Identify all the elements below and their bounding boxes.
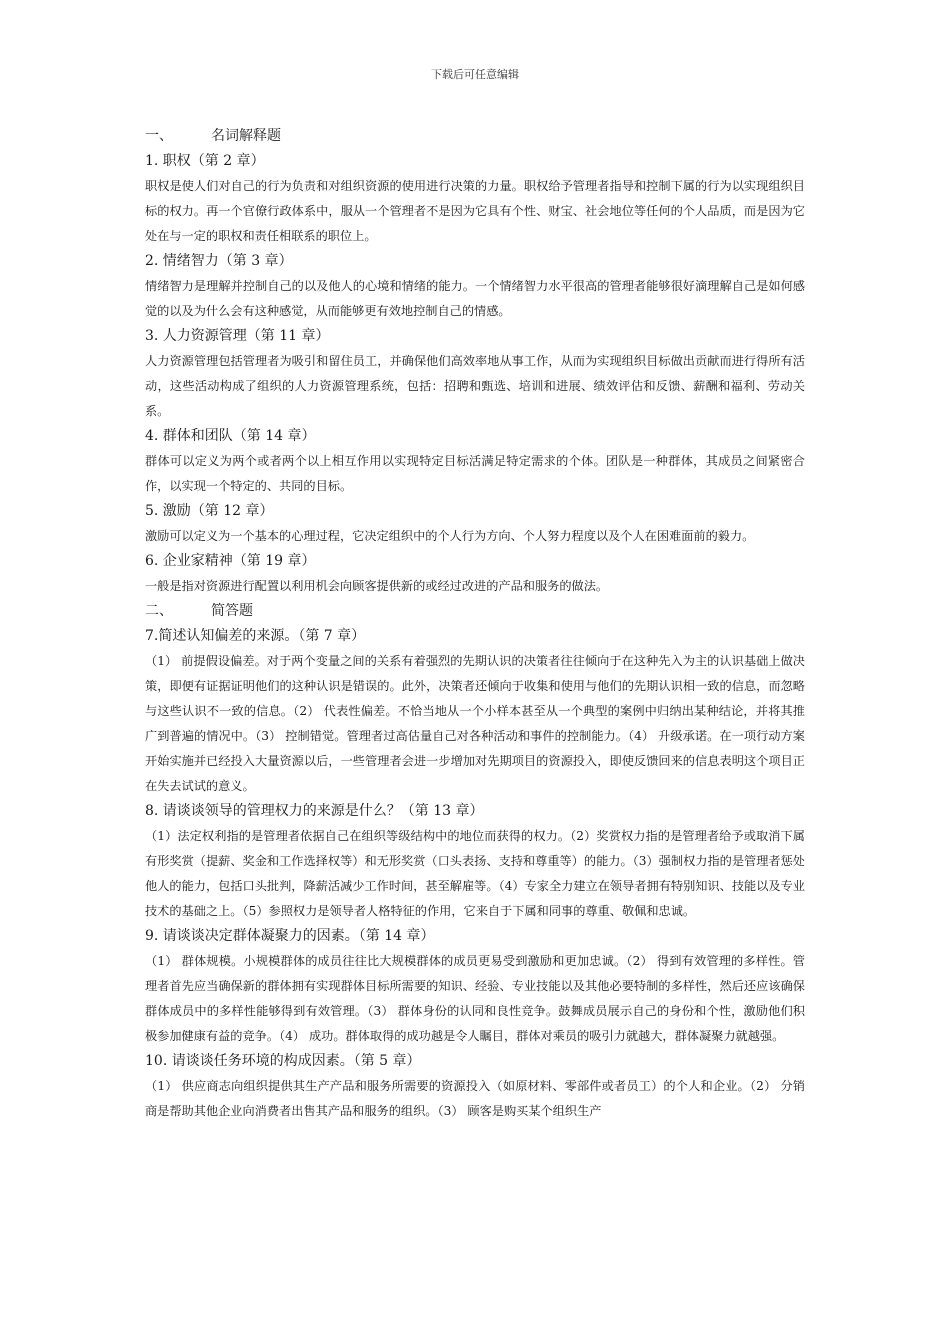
question-item — [145, 799, 805, 924]
item-body: 情绪智力是理解并控制自己的以及他人的心境和情绪的能力。一个情绪智力水平很高的管理者能够很好滴理解自己是如何感觉的以及为什么会有这种感觉，从而能够更有效地控制自己的情感。 — [145, 279, 805, 318]
item-title: 4. 群体和团队（第 14 章） — [145, 428, 316, 444]
item-body: 激励可以定义为一个基本的心理过程，它决定组织中的个人行为方向、个人努力程度以及个人在困难面前的毅力。 — [145, 529, 755, 543]
question-item — [145, 624, 805, 799]
item-title: 7.简述认知偏差的来源。（第 7 章） — [145, 628, 366, 644]
question-item — [145, 1049, 805, 1124]
item-title: 2. 情绪智力（第 3 章） — [145, 253, 293, 269]
definition-item — [145, 499, 805, 549]
item-body: （1） 前提假设偏差。对于两个变量之间的关系有着强烈的先期认识的决策者往往倾向于在这种先入为主的认识基础上做决策，即便有证据证明他们的这种认识是错误的。此外，决策者还倾向于收集和使用与他们的先期认识相一致的信息，而忽略与这些认识不一致的信息。（2） 代表性偏差。不恰当地从一个小样本甚至从一个典型的案例中归纳出某种结论，并将其推广到普遍的情况中。（3） 控制错觉。管理者过高估量自己对各种活动和事件的控制能力。（4） 升级承诺。在一项行动方案开始实施并已经投入大量资源以后，一些管理者会进一步增加对先期项目的资源投入，即使反馈回来的信息表明这个项目正在失去试试的意义。 — [145, 654, 805, 793]
page-header: 下载后可任意编辑 — [431, 68, 519, 81]
section-number: 二、 — [145, 603, 173, 619]
question-item — [145, 924, 805, 1049]
item-body: 人力资源管理包括管理者为吸引和留住员工，并确保他们高效率地从事工作，从而为实现组织目标做出贡献而进行得所有活动，这些活动构成了组织的人力资源管理系统，包括：招聘和甄选、培训和进展、绩效评估和反馈、薪酬和福利、劳动关系。 — [145, 354, 805, 418]
definition-item — [145, 424, 805, 499]
item-body: 群体可以定义为两个或者两个以上相互作用以实现特定目标活满足特定需求的个体。团队是一种群体，其成员之间紧密合作，以实现一个特定的、共同的目标。 — [145, 454, 805, 493]
item-body: （1） 群体规模。小规模群体的成员往往比大规模群体的成员更易受到激励和更加忠诚。（2） 得到有效管理的多样性。管理者首先应当确保新的群体拥有实现群体目标所需要的知识、经验、专业技能以及其他必要特制的多样性，然后还应该确保群体成员中的多样性能够得到有效管理。（3） 群体身份的认同和良性竞争。鼓舞成员展示自己的身份和个性，激励他们积极参加健康有益的竞争。（4） 成功。群体取得的成功越是令人瞩目，群体对乘员的吸引力就越大，群体凝聚力就越强。 — [145, 954, 805, 1043]
definition-item — [145, 249, 805, 324]
item-title: 1. 职权（第 2 章） — [145, 153, 265, 169]
definition-item — [145, 149, 805, 249]
document-body — [145, 124, 805, 1124]
item-body: （1） 供应商志向组织提供其生产产品和服务所需要的资源投入（如原材料、零部件或者员工）的个人和企业。（2） 分销商是帮助其他企业向消费者出售其产品和服务的组织。（3） 顾客是购买某个组织生产 — [145, 1079, 805, 1118]
item-title: 9. 请谈谈决定群体凝聚力的因素。（第 14 章） — [145, 928, 435, 944]
item-title: 5. 激励（第 12 章） — [145, 503, 274, 519]
section-title: 简答题 — [211, 603, 253, 619]
item-title: 10. 请谈谈任务环境的构成因素。（第 5 章） — [145, 1053, 421, 1069]
item-body: 一般是指对资源进行配置以利用机会向顾客提供新的或经过改进的产品和服务的做法。 — [145, 579, 609, 593]
section-number: 一、 — [145, 128, 173, 144]
item-title: 3. 人力资源管理（第 11 章） — [145, 328, 330, 344]
item-body: （1）法定权利指的是管理者依据自己在组织等级结构中的地位而获得的权力。（2）奖赏权力指的是管理者给予或取消下属有形奖赏（提薪、奖金和工作选择权等）和无形奖赏（口头表扬、支持和尊重等）的能力。（3）强制权力指的是管理者惩处他人的能力，包括口头批判，降薪活减少工作时间，甚至解雇等。（4）专家全力建立在领导者拥有特别知识、技能以及专业技术的基础之上。（5）参照权力是领导者人格特征的作用，它来自于下属和同事的尊重、敬佩和忠诚。 — [145, 829, 805, 918]
item-title: 6. 企业家精神（第 19 章） — [145, 553, 316, 569]
section-title: 名词解释题 — [211, 128, 281, 144]
section-heading-2 — [145, 599, 805, 624]
definition-item — [145, 549, 805, 599]
definition-item — [145, 324, 805, 424]
item-body: 职权是使人们对自己的行为负责和对组织资源的使用进行决策的力量。职权给予管理者指导和控制下属的行为以实现组织目标的权力。再一个官僚行政体系中，服从一个管理者不是因为它具有个性、财宝、社会地位等任何的个人品质，而是因为它处在与一定的职权和责任相联系的职位上。 — [145, 179, 805, 243]
item-title: 8. 请谈谈领导的管理权力的来源是什么？（第 13 章） — [145, 803, 484, 819]
section-heading-1 — [145, 124, 805, 149]
